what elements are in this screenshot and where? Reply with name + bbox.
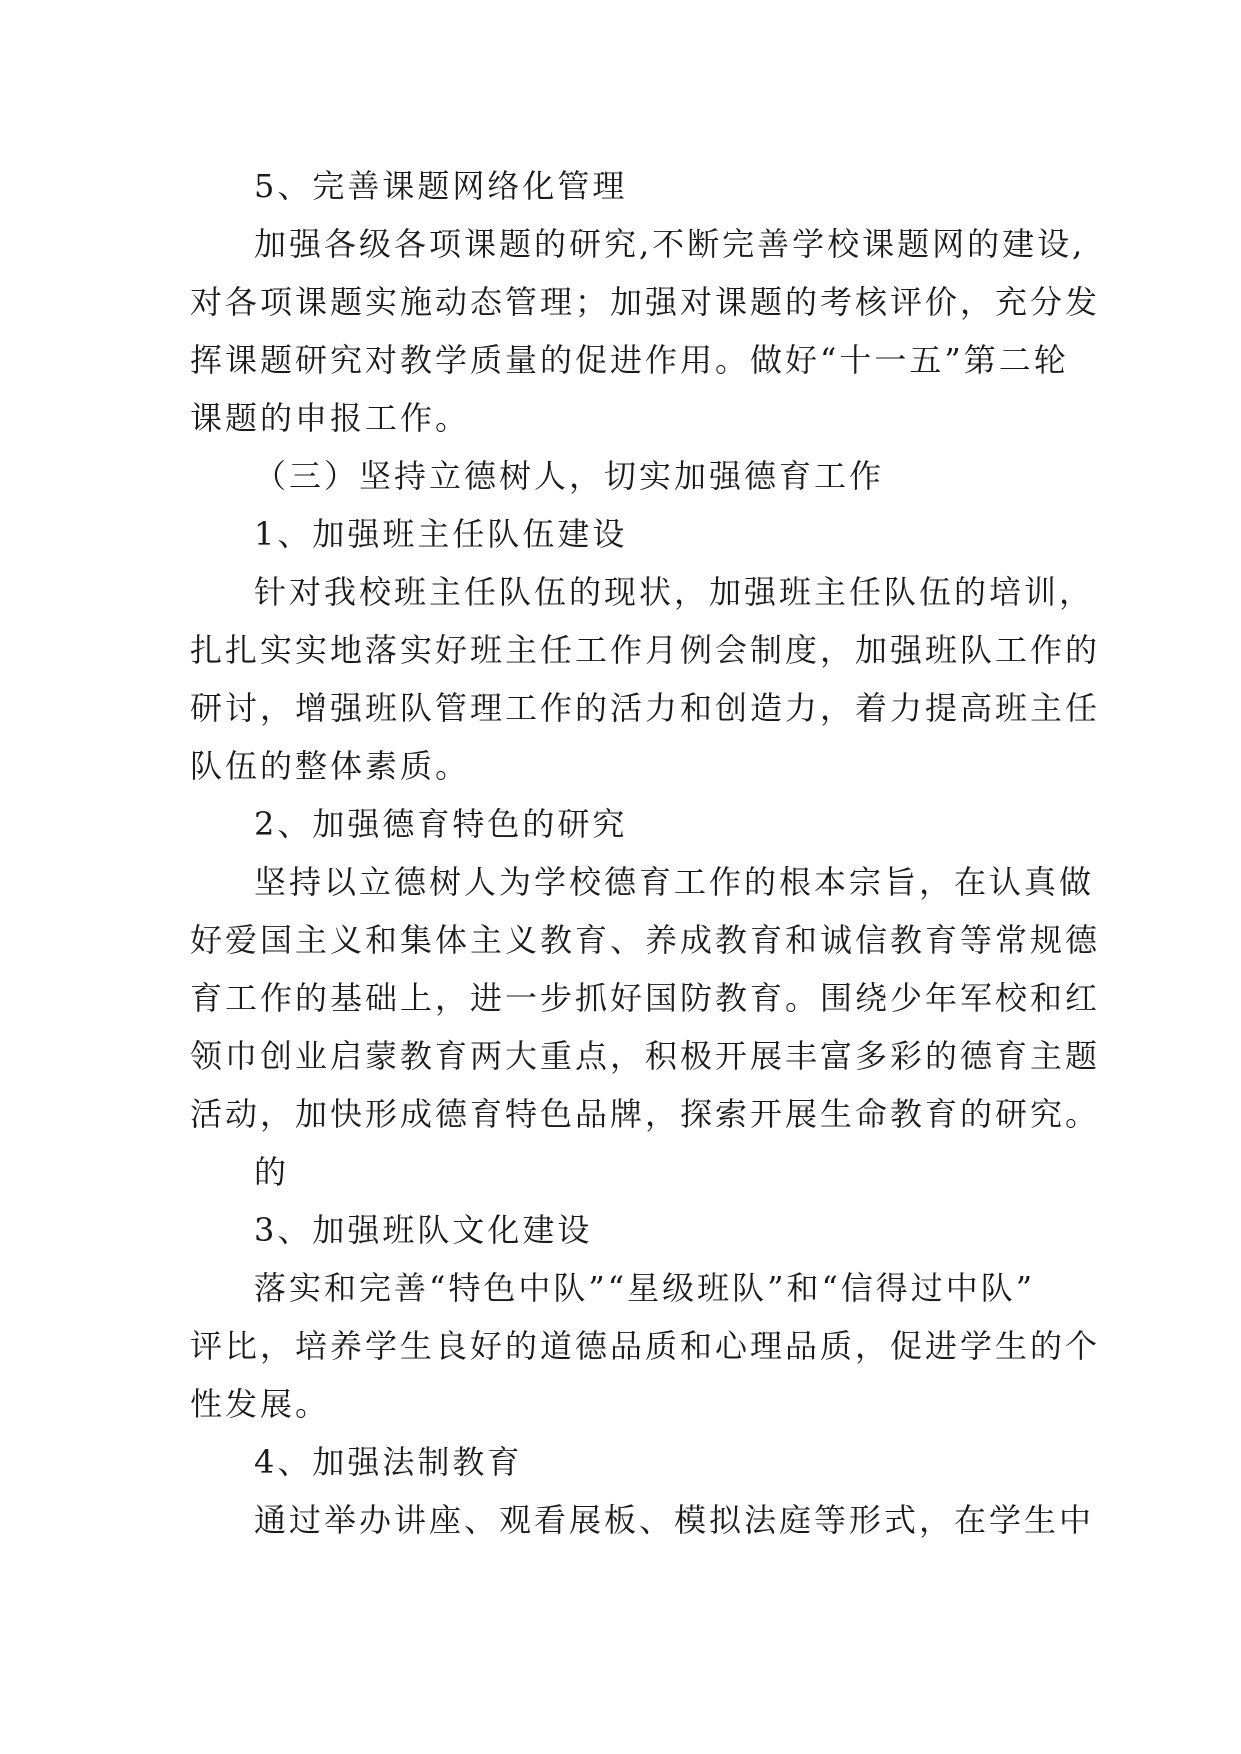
paragraph-line: 好爱国主义和集体主义教育、养成教育和诚信教育等常规德 bbox=[190, 921, 1101, 959]
section-heading: 5、完善课题网络化管理 bbox=[254, 167, 628, 205]
paragraph-line: 活动，加快形成德育特色品牌，探索开展生命教育的研究。 bbox=[190, 1095, 1101, 1133]
paragraph-line: 的 bbox=[254, 1153, 290, 1191]
section-heading: 2、加强德育特色的研究 bbox=[254, 805, 628, 843]
paragraph-line: 挥课题研究对教学质量的促进作用。做好“十一五”第二轮 bbox=[190, 341, 1069, 379]
paragraph-line: 性发展。 bbox=[190, 1385, 331, 1423]
paragraph-line: 研讨，增强班队管理工作的活力和创造力，着力提高班主任 bbox=[190, 689, 1101, 727]
paragraph-line: 育工作的基础上，进一步抓好国防教育。围绕少年军校和红 bbox=[190, 979, 1101, 1017]
section-heading: 1、加强班主任队伍建设 bbox=[254, 515, 628, 553]
paragraph-line: 通过举办讲座、观看展板、模拟法庭等形式，在学生中 bbox=[254, 1501, 1095, 1539]
paragraph-line: 加强各级各项课题的研究,不断完善学校课题网的建设, bbox=[254, 225, 1086, 263]
paragraph-line: 扎扎实实地落实好班主任工作月例会制度，加强班队工作的 bbox=[190, 631, 1101, 669]
paragraph-line: 落实和完善“特色中队”“星级班队”和“信得过中队” bbox=[254, 1269, 1036, 1307]
paragraph-line: 领巾创业启蒙教育两大重点，积极开展丰富多彩的德育主题 bbox=[190, 1037, 1101, 1075]
paragraph-line: 评比，培养学生良好的道德品质和心理品质，促进学生的个 bbox=[190, 1327, 1101, 1365]
section-heading: 4、加强法制教育 bbox=[254, 1443, 523, 1481]
paragraph-line: 课题的申报工作。 bbox=[190, 399, 471, 437]
paragraph-line: 坚持以立德树人为学校德育工作的根本宗旨，在认真做 bbox=[254, 863, 1095, 901]
chapter-heading: （三）坚持立德树人，切实加强德育工作 bbox=[254, 457, 885, 495]
paragraph-line: 对各项课题实施动态管理；加强对课题的考核评价，充分发 bbox=[190, 283, 1101, 321]
section-heading: 3、加强班队文化建设 bbox=[254, 1211, 593, 1249]
paragraph-line: 队伍的整体素质。 bbox=[190, 747, 471, 785]
paragraph-line: 针对我校班主任队伍的现状，加强班主任队伍的培训， bbox=[254, 573, 1095, 611]
